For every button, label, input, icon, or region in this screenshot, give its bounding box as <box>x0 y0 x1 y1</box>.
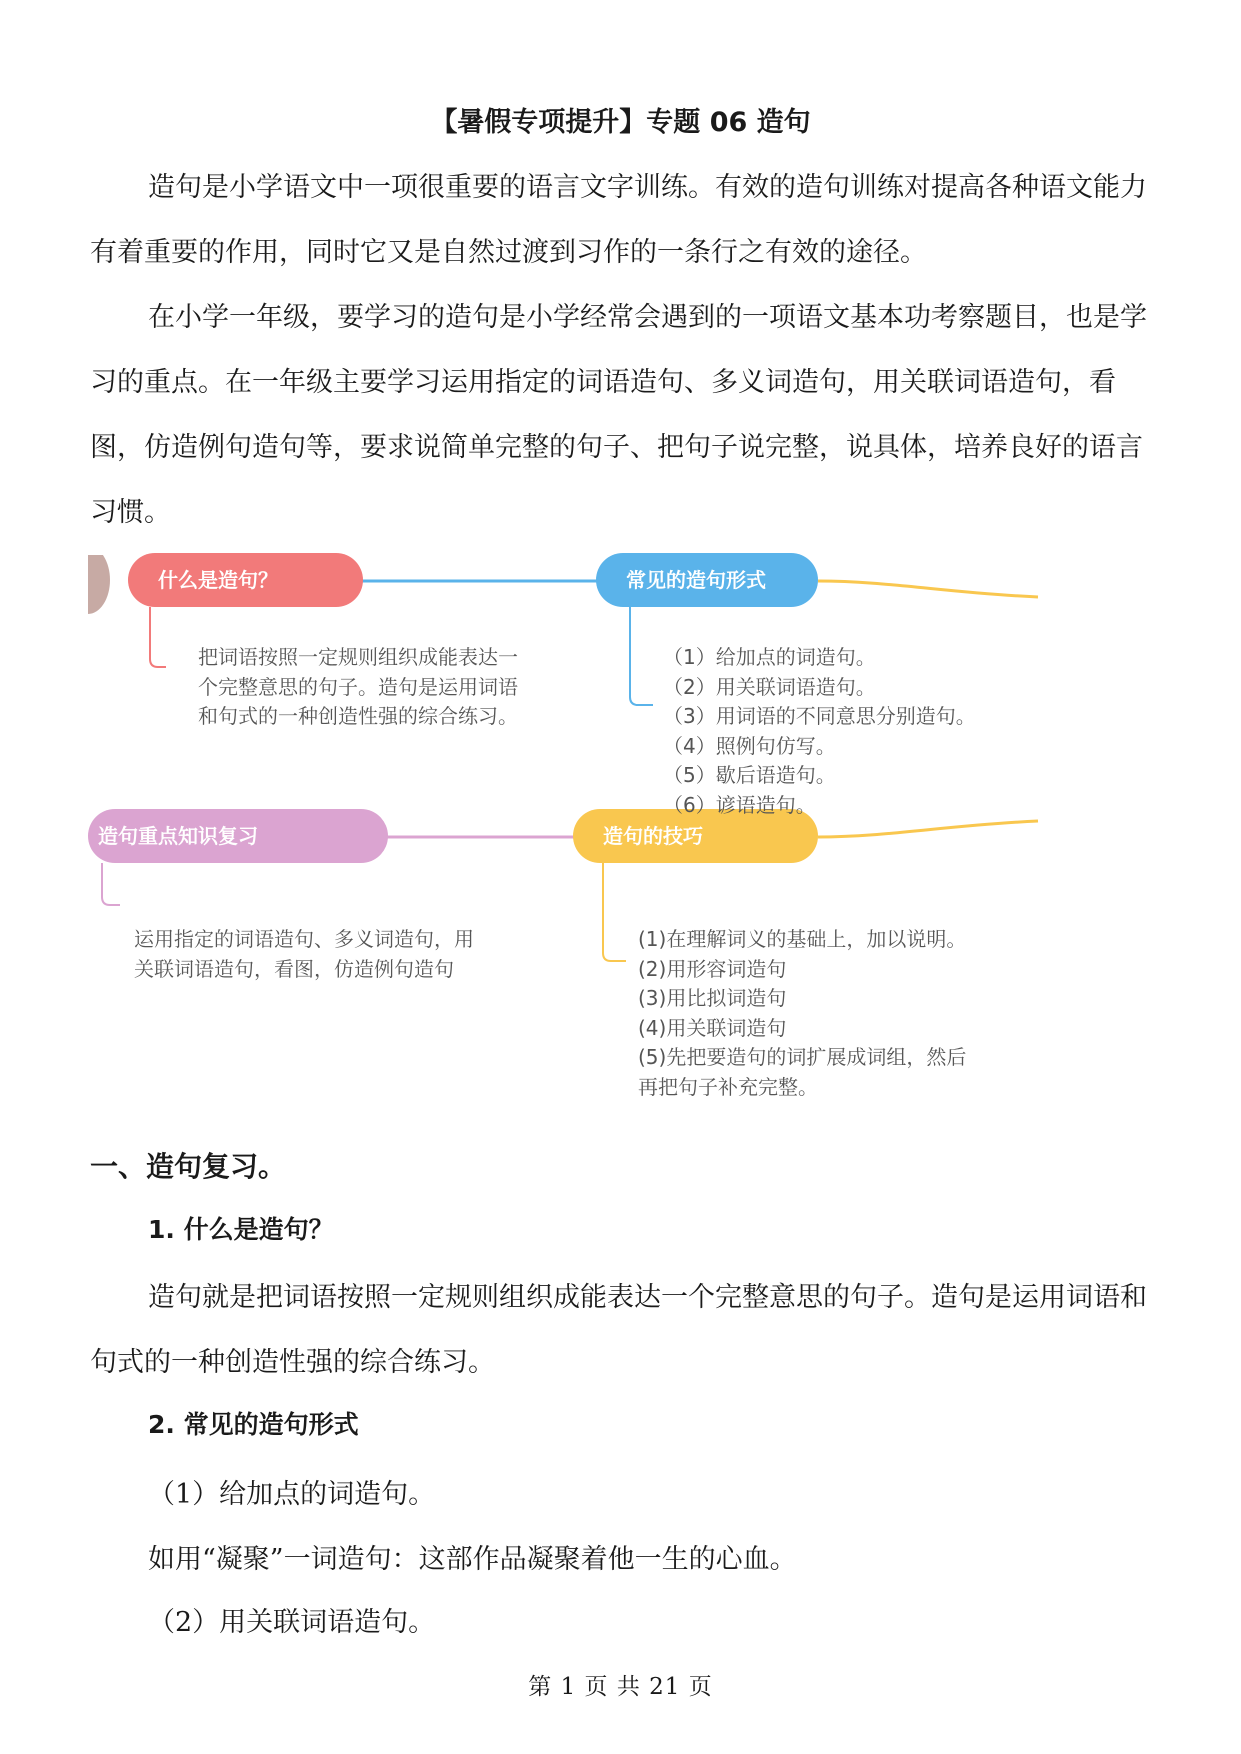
review-description: 运用指定的词语造句、多义词造句，用 关联词语造句，看图，仿造例句造句 <box>134 927 474 981</box>
section-heading: 一、造句复习。 <box>90 1150 287 1183</box>
mind-map <box>88 555 1048 1115</box>
definition-paragraph: 造句就是把词语按照一定规则组织成能表达一个完整意思的句子。造句是运用词语和句式的一种创造性强的综合练习。 <box>90 1282 1147 1378</box>
subheading-what-is: 1. 什么是造句？ <box>148 1215 334 1244</box>
page-footer: 第 1 页 共 21 页 <box>528 1674 713 1700</box>
node-key-review: 造句重点知识复习 <box>88 809 388 863</box>
skills-list: (1)在理解词义的基础上，加以说明。 (2)用形容词造句 (3)用比拟词造句 (4)用关联词造句 (5)先把要造句的词扩展成词组，然后 再把句子补充完整。 <box>638 927 967 1099</box>
node-what-is-sentence: 什么是造句？ <box>128 553 363 607</box>
node-common-forms: 常见的造句形式 <box>596 553 818 607</box>
intro-paragraph-2: 在小学一年级，要学习的造句是小学经常会遇到的一项语文基本功考察题目，也是学习的重点。在一年级主要学习运用指定的词语造句、多义词造句，用关联词语造句，看图，仿造例句造句等，要求说简单完整的句子、把句子说完整，说具体，培养良好的语言习惯。 <box>90 302 1147 528</box>
form-item-1: （1）给加点的词造句。 <box>148 1479 436 1510</box>
intro-paragraph-1: 造句是小学语文中一项很重要的语言文字训练。有效的造句训练对提高各种语文能力有着重要的作用，同时它又是自然过渡到习作的一条行之有效的途径。 <box>90 172 1147 268</box>
form-item-2: （2）用关联词语造句。 <box>148 1607 436 1638</box>
what-description: 把词语按照一定规则组织成能表达一 个完整意思的句子。造句是运用词语 和句式的一种创造性强的综合练习。 <box>198 645 518 728</box>
forms-list: （1）给加点的词造句。 （2）用关联词语造句。 （3）用词语的不同意思分别造句。 （4）照例句仿写。 （5）歇后语造句。 （6）谚语造句。 <box>663 645 976 817</box>
form-example-1: 如用“凝聚”一词造句：这部作品凝聚着他一生的心血。 <box>148 1544 797 1575</box>
node-skills: 造句的技巧 <box>573 809 818 863</box>
subheading-common-forms: 2. 常见的造句形式 <box>148 1410 359 1439</box>
root-node-shape <box>88 555 110 614</box>
page-title: 【暑假专项提升】专题 06 造句 <box>430 107 811 138</box>
